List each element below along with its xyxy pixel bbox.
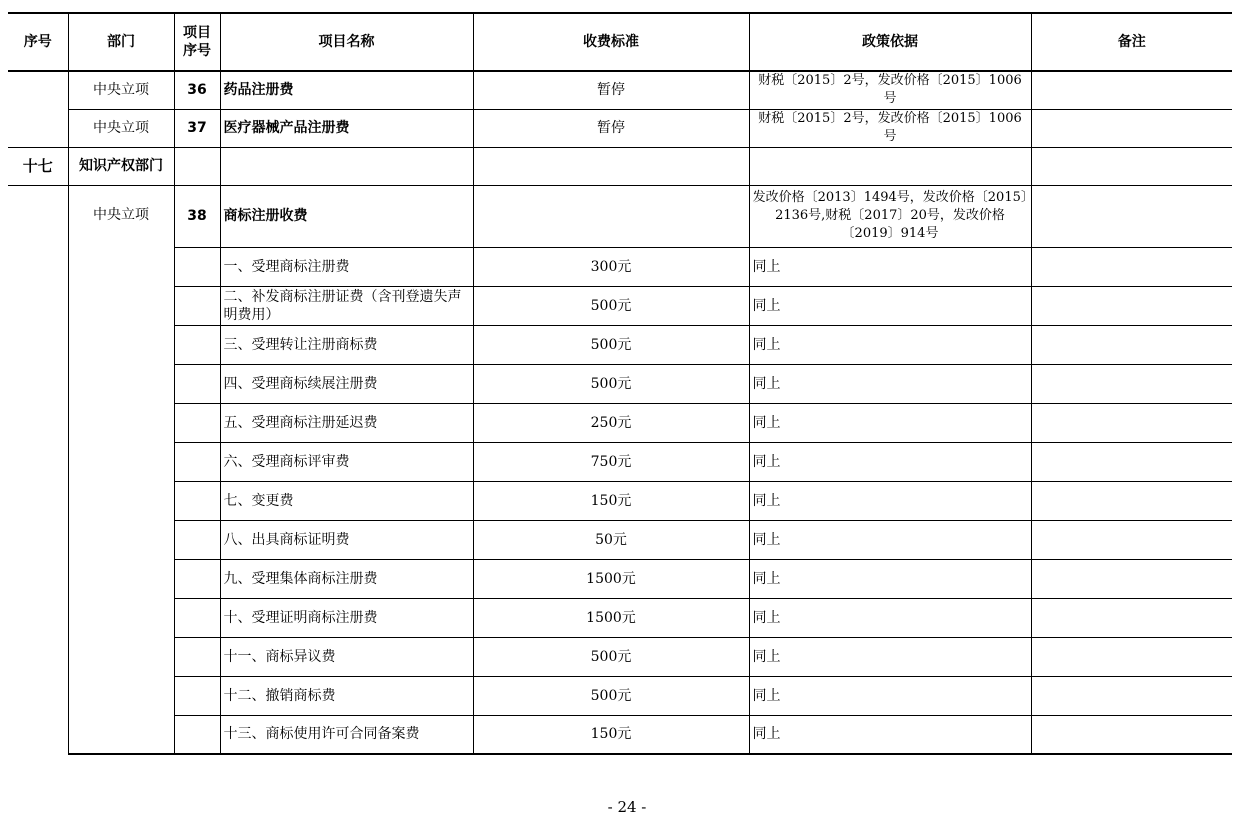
seq-cell xyxy=(8,676,68,715)
policy-cell: 同上 xyxy=(749,598,1031,637)
seq-cell xyxy=(8,481,68,520)
fee-cell: 1500元 xyxy=(473,559,749,598)
item-no-cell xyxy=(174,247,220,286)
item-no-cell: 36 xyxy=(174,71,220,109)
fee-cell xyxy=(473,185,749,247)
table-row xyxy=(8,403,1232,442)
policy-cell: 同上 xyxy=(749,559,1031,598)
item-name-cell: 一、受理商标注册费 xyxy=(220,247,473,286)
policy-cell: 同上 xyxy=(749,481,1031,520)
item-name-cell: 四、受理商标续展注册费 xyxy=(220,364,473,403)
item-name-cell: 十三、商标使用许可合同备案费 xyxy=(220,715,473,754)
policy-cell: 同上 xyxy=(749,715,1031,754)
seq-cell xyxy=(8,403,68,442)
empty-cell xyxy=(174,147,220,185)
dept-cell xyxy=(68,637,174,676)
table-row xyxy=(8,109,1232,147)
empty-cell xyxy=(1031,147,1232,185)
empty-cell xyxy=(749,147,1031,185)
remark-cell xyxy=(1031,520,1232,559)
table-row xyxy=(8,325,1232,364)
dept-cell xyxy=(68,364,174,403)
policy-cell: 同上 xyxy=(749,520,1031,559)
table-row xyxy=(8,247,1232,286)
dept-cell: 中央立项 xyxy=(68,185,174,247)
item-name-cell: 十一、商标异议费 xyxy=(220,637,473,676)
item-no-cell: 37 xyxy=(174,109,220,147)
item-no-cell xyxy=(174,403,220,442)
fee-cell: 50元 xyxy=(473,520,749,559)
fee-cell: 300元 xyxy=(473,247,749,286)
dept-cell: 中央立项 xyxy=(68,109,174,147)
fee-cell: 500元 xyxy=(473,637,749,676)
item-name-cell: 医疗器械产品注册费 xyxy=(220,109,473,147)
item-no-cell xyxy=(174,637,220,676)
empty-cell xyxy=(220,147,473,185)
table-row xyxy=(8,481,1232,520)
remark-cell xyxy=(1031,109,1232,147)
header-seq: 序号 xyxy=(8,13,68,71)
table-row xyxy=(8,598,1232,637)
policy-cell: 同上 xyxy=(749,676,1031,715)
fee-cell: 暂停 xyxy=(473,71,749,109)
item-no-cell xyxy=(174,364,220,403)
header-item-no: 项目 序号 xyxy=(174,13,220,71)
seq-cell xyxy=(8,442,68,481)
section-row xyxy=(8,147,1232,185)
dept-cell xyxy=(68,286,174,325)
dept-cell xyxy=(68,442,174,481)
policy-cell: 同上 xyxy=(749,403,1031,442)
sub-items xyxy=(8,247,1232,754)
item-name-cell: 七、变更费 xyxy=(220,481,473,520)
header-dept: 部门 xyxy=(68,13,174,71)
dept-cell xyxy=(68,247,174,286)
remark-cell xyxy=(1031,676,1232,715)
table-row xyxy=(8,715,1232,754)
fee-cell: 150元 xyxy=(473,481,749,520)
item-name-cell: 六、受理商标评审费 xyxy=(220,442,473,481)
policy-cell: 同上 xyxy=(749,325,1031,364)
seq-cell xyxy=(8,185,68,247)
table-row xyxy=(8,185,1232,247)
dept-cell xyxy=(68,325,174,364)
policy-cell: 同上 xyxy=(749,364,1031,403)
item-no-cell xyxy=(174,481,220,520)
seq-cell xyxy=(8,109,68,147)
fee-cell: 750元 xyxy=(473,442,749,481)
seq-cell xyxy=(8,286,68,325)
remark-cell xyxy=(1031,71,1232,109)
seq-cell xyxy=(8,598,68,637)
item-name-cell: 十、受理证明商标注册费 xyxy=(220,598,473,637)
dept-cell: 中央立项 xyxy=(68,71,174,109)
remark-cell xyxy=(1031,185,1232,247)
remark-cell xyxy=(1031,442,1232,481)
item-no-cell xyxy=(174,325,220,364)
fee-cell: 250元 xyxy=(473,403,749,442)
policy-cell: 财税〔2015〕2号，发改价格〔2015〕1006号 xyxy=(749,71,1031,109)
fee-cell: 500元 xyxy=(473,286,749,325)
section-seq-cell: 十七 xyxy=(8,147,68,185)
dept-cell xyxy=(68,715,174,754)
table-row xyxy=(8,637,1232,676)
fee-cell: 1500元 xyxy=(473,598,749,637)
remark-cell xyxy=(1031,481,1232,520)
remark-cell xyxy=(1031,286,1232,325)
item-name-cell: 商标注册收费 xyxy=(220,185,473,247)
remark-cell xyxy=(1031,637,1232,676)
fee-cell: 150元 xyxy=(473,715,749,754)
header-policy: 政策依据 xyxy=(749,13,1031,71)
remark-cell xyxy=(1031,598,1232,637)
seq-cell xyxy=(8,559,68,598)
empty-cell xyxy=(473,147,749,185)
dept-cell xyxy=(68,481,174,520)
remark-cell xyxy=(1031,325,1232,364)
seq-cell xyxy=(8,364,68,403)
item-name-cell: 九、受理集体商标注册费 xyxy=(220,559,473,598)
item-no-cell xyxy=(174,286,220,325)
remark-cell xyxy=(1031,715,1232,754)
item-name-cell: 三、受理转让注册商标费 xyxy=(220,325,473,364)
seq-cell xyxy=(8,715,68,754)
fee-cell: 500元 xyxy=(473,364,749,403)
header-row xyxy=(8,13,1232,71)
fee-cell: 500元 xyxy=(473,676,749,715)
fee-table xyxy=(8,12,1232,755)
table-row xyxy=(8,559,1232,598)
dept-cell xyxy=(68,403,174,442)
seq-cell xyxy=(8,325,68,364)
table-row xyxy=(8,442,1232,481)
policy-cell: 同上 xyxy=(749,637,1031,676)
policy-cell: 财税〔2015〕2号，发改价格〔2015〕1006号 xyxy=(749,109,1031,147)
policy-cell: 同上 xyxy=(749,442,1031,481)
item-name-cell: 五、受理商标注册延迟费 xyxy=(220,403,473,442)
item-name-cell: 八、出具商标证明费 xyxy=(220,520,473,559)
header-item-name: 项目名称 xyxy=(220,13,473,71)
item-name-cell: 十二、撤销商标费 xyxy=(220,676,473,715)
policy-cell: 同上 xyxy=(749,286,1031,325)
remark-cell xyxy=(1031,403,1232,442)
header-remark: 备注 xyxy=(1031,13,1232,71)
dept-cell xyxy=(68,559,174,598)
fee-cell: 500元 xyxy=(473,325,749,364)
table-row xyxy=(8,364,1232,403)
item-no-cell xyxy=(174,715,220,754)
table-row xyxy=(8,286,1232,325)
item-no-cell xyxy=(174,598,220,637)
remark-cell xyxy=(1031,364,1232,403)
seq-cell xyxy=(8,637,68,676)
seq-cell xyxy=(8,71,68,109)
fee-cell: 暂停 xyxy=(473,109,749,147)
seq-cell xyxy=(8,247,68,286)
item-name-cell: 二、补发商标注册证费（含刊登遗失声明费用） xyxy=(220,286,473,325)
item-no-cell xyxy=(174,559,220,598)
item-no-cell xyxy=(174,442,220,481)
item-name-cell: 药品注册费 xyxy=(220,71,473,109)
table-row xyxy=(8,520,1232,559)
item-no-cell: 38 xyxy=(174,185,220,247)
dept-cell xyxy=(68,520,174,559)
item-no-cell xyxy=(174,676,220,715)
remark-cell xyxy=(1031,559,1232,598)
header-fee: 收费标准 xyxy=(473,13,749,71)
dept-cell xyxy=(68,676,174,715)
page-number: - 24 - xyxy=(607,798,647,816)
seq-cell xyxy=(8,520,68,559)
dept-cell xyxy=(68,598,174,637)
section-dept-cell: 知识产权部门 xyxy=(68,147,174,185)
policy-cell: 发改价格〔2013〕1494号，发改价格〔2015〕2136号,财税〔2017〕20号，发改价格〔2019〕914号 xyxy=(749,185,1031,247)
table-row xyxy=(8,676,1232,715)
item-no-cell xyxy=(174,520,220,559)
policy-cell: 同上 xyxy=(749,247,1031,286)
remark-cell xyxy=(1031,247,1232,286)
table-row xyxy=(8,71,1232,109)
